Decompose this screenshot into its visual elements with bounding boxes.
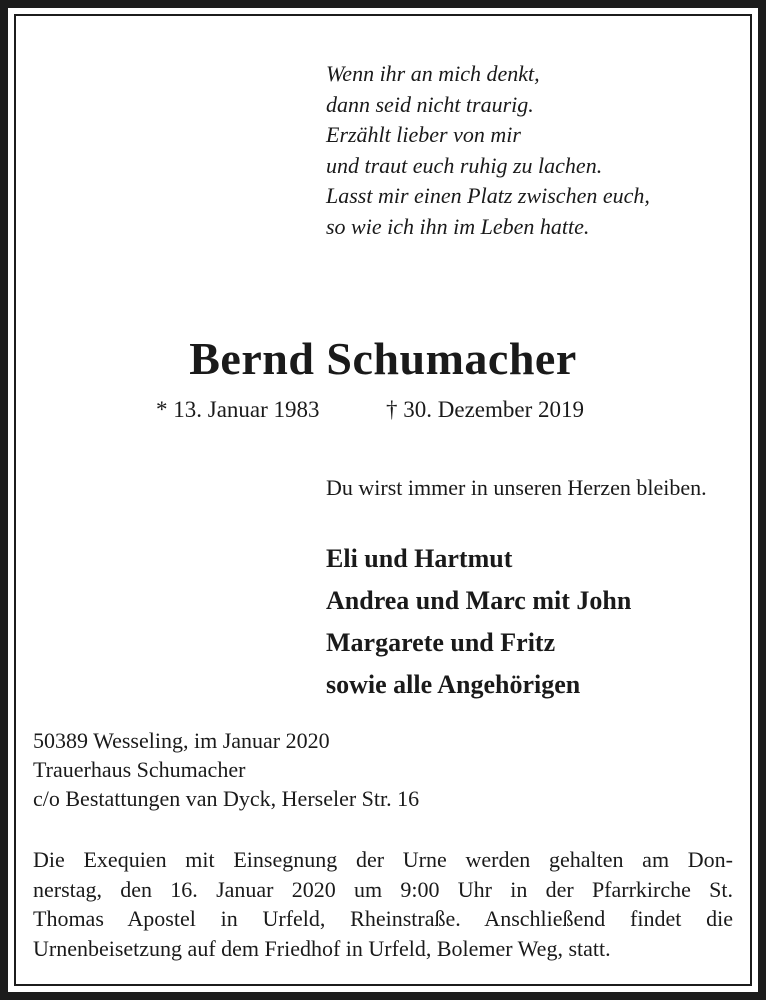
life-dates: [0, 397, 766, 427]
deceased-name: Bernd Schumacher: [189, 333, 577, 384]
birth-date: * 13. Januar 1983: [156, 397, 320, 422]
mourner-entry: Eli und Hartmut: [326, 544, 513, 573]
mourners-list: [326, 538, 746, 706]
service-line: nerstag, den 16. Januar 2020 um 9:00 Uhr in der Pfarrkirche St.: [33, 876, 733, 902]
address-line: c/o Bestattungen van Dyck, Herseler Str. 16: [33, 786, 420, 811]
service-info: [33, 845, 733, 963]
mourner-entry: sowie alle Angehörigen: [326, 670, 581, 699]
service-line: Urnenbeisetzung auf dem Friedhof in Urfeld, Bolemer Weg, statt.: [33, 935, 611, 961]
poem-line: so wie ich ihn im Leben hatte.: [326, 213, 590, 239]
mourner-entry: Margarete und Fritz: [326, 628, 556, 657]
address-line: 50389 Wesseling, im Januar 2020: [33, 728, 330, 753]
death-date: † 30. Dezember 2019: [386, 397, 584, 422]
address-block: [33, 726, 733, 813]
service-line: Die Exequien mit Einsegnung der Urne werden gehalten am Don-: [33, 847, 733, 872]
poem-line: Lasst mir einen Platz zwischen euch,: [326, 183, 650, 208]
poem: [326, 59, 736, 242]
poem-line: Erzählt lieber von mir: [326, 122, 521, 147]
poem-line: und traut euch ruhig zu lachen.: [326, 152, 603, 178]
service-line: Thomas Apostel in Urfeld, Rheinstraße. Anschließend findet die: [33, 906, 733, 931]
portrait-photo: [40, 36, 262, 314]
poem-line: dann seid nicht traurig.: [326, 91, 534, 117]
address-line: Trauerhaus Schumacher: [33, 757, 246, 782]
memorial-message: Du wirst immer in unseren Herzen bleiben.: [326, 475, 707, 500]
mourner-entry: Andrea und Marc mit John: [326, 586, 632, 615]
poem-line: Wenn ihr an mich denkt,: [326, 61, 540, 86]
